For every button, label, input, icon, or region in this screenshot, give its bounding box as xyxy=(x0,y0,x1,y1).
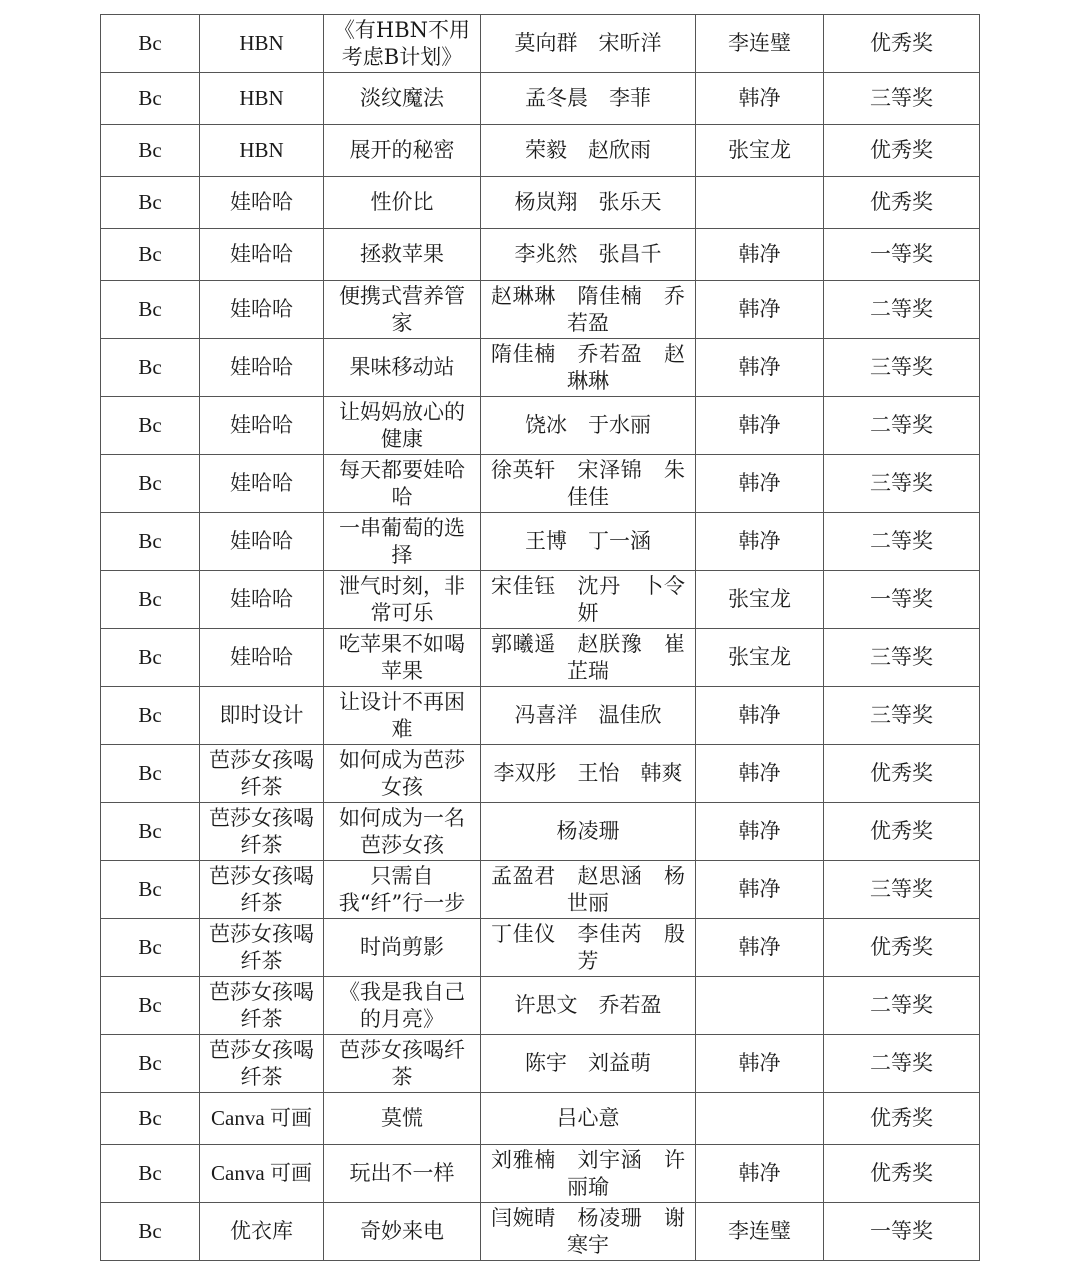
company-cell: 娃哈哈 xyxy=(200,513,324,571)
table-row xyxy=(101,803,980,861)
members-cell: 莫向群 宋昕洋 xyxy=(481,15,696,73)
advisor-cell: 韩净 xyxy=(696,1035,824,1093)
table-row xyxy=(101,1145,980,1203)
work-title-cell: 让设计不再困难 xyxy=(324,687,481,745)
table-row xyxy=(101,125,980,177)
advisor-cell: 韩净 xyxy=(696,281,824,339)
members-cell: 孟盈君 赵思涵 杨世丽 xyxy=(481,861,696,919)
category-cell: Bc xyxy=(101,629,200,687)
members-cell: 郭曦遥 赵朕豫 崔芷瑞 xyxy=(481,629,696,687)
work-title-cell: 奇妙来电 xyxy=(324,1203,481,1261)
company-cell: Canva 可画 xyxy=(200,1093,324,1145)
table-row xyxy=(101,629,980,687)
table-row xyxy=(101,977,980,1035)
work-title-cell: 便携式营养管家 xyxy=(324,281,481,339)
advisor-cell: 韩净 xyxy=(696,861,824,919)
advisor-cell: 韩净 xyxy=(696,919,824,977)
award-table xyxy=(100,14,980,1261)
members-cell: 孟冬晨 李菲 xyxy=(481,73,696,125)
work-title-cell: 如何成为芭莎女孩 xyxy=(324,745,481,803)
work-title-cell: 泄气时刻，非常可乐 xyxy=(324,571,481,629)
work-title-cell: 让妈妈放心的健康 xyxy=(324,397,481,455)
category-cell: Bc xyxy=(101,125,200,177)
members-cell: 冯喜洋 温佳欣 xyxy=(481,687,696,745)
table-row xyxy=(101,1093,980,1145)
company-cell: HBN xyxy=(200,73,324,125)
members-cell: 闫婉晴 杨凌珊 谢寒宇 xyxy=(481,1203,696,1261)
advisor-cell: 韩净 xyxy=(696,339,824,397)
company-cell: 芭莎女孩喝纤茶 xyxy=(200,861,324,919)
company-cell: HBN xyxy=(200,125,324,177)
company-cell: 娃哈哈 xyxy=(200,229,324,281)
company-cell: 娃哈哈 xyxy=(200,571,324,629)
advisor-cell: 张宝龙 xyxy=(696,125,824,177)
table-row xyxy=(101,229,980,281)
award-cell: 三等奖 xyxy=(824,629,980,687)
members-cell: 陈宇 刘益萌 xyxy=(481,1035,696,1093)
company-cell: HBN xyxy=(200,15,324,73)
advisor-cell: 李连璧 xyxy=(696,15,824,73)
table-row xyxy=(101,73,980,125)
category-cell: Bc xyxy=(101,1093,200,1145)
table-row xyxy=(101,861,980,919)
table-row xyxy=(101,397,980,455)
advisor-cell: 韩净 xyxy=(696,229,824,281)
advisor-cell: 韩净 xyxy=(696,745,824,803)
table-row xyxy=(101,745,980,803)
award-cell: 优秀奖 xyxy=(824,177,980,229)
members-cell: 李兆然 张昌千 xyxy=(481,229,696,281)
company-cell: 芭莎女孩喝纤茶 xyxy=(200,745,324,803)
award-cell: 优秀奖 xyxy=(824,125,980,177)
award-cell: 三等奖 xyxy=(824,455,980,513)
members-cell: 赵琳琳 隋佳楠 乔若盈 xyxy=(481,281,696,339)
category-cell: Bc xyxy=(101,397,200,455)
award-cell: 三等奖 xyxy=(824,687,980,745)
table-row xyxy=(101,15,980,73)
members-cell: 刘雅楠 刘宇涵 许丽瑜 xyxy=(481,1145,696,1203)
category-cell: Bc xyxy=(101,977,200,1035)
advisor-cell: 韩净 xyxy=(696,687,824,745)
members-cell: 隋佳楠 乔若盈 赵琳琳 xyxy=(481,339,696,397)
category-cell: Bc xyxy=(101,1145,200,1203)
advisor-cell xyxy=(696,1093,824,1145)
work-title-cell: 如何成为一名芭莎女孩 xyxy=(324,803,481,861)
work-title-cell: 只需自我“纤”行一步 xyxy=(324,861,481,919)
work-title-cell: 《有HBN不用考虑B计划》 xyxy=(324,15,481,73)
company-cell: 即时设计 xyxy=(200,687,324,745)
members-cell: 李双彤 王怡 韩爽 xyxy=(481,745,696,803)
advisor-cell: 张宝龙 xyxy=(696,571,824,629)
advisor-cell: 张宝龙 xyxy=(696,629,824,687)
award-cell: 优秀奖 xyxy=(824,919,980,977)
company-cell: 娃哈哈 xyxy=(200,397,324,455)
category-cell: Bc xyxy=(101,455,200,513)
advisor-cell: 李连璧 xyxy=(696,1203,824,1261)
work-title-cell: 芭莎女孩喝纤茶 xyxy=(324,1035,481,1093)
company-cell: Canva 可画 xyxy=(200,1145,324,1203)
category-cell: Bc xyxy=(101,861,200,919)
table-row xyxy=(101,177,980,229)
members-cell: 王博 丁一涵 xyxy=(481,513,696,571)
award-cell: 一等奖 xyxy=(824,1203,980,1261)
award-cell: 优秀奖 xyxy=(824,15,980,73)
category-cell: Bc xyxy=(101,177,200,229)
members-cell: 荣毅 赵欣雨 xyxy=(481,125,696,177)
advisor-cell: 韩净 xyxy=(696,1145,824,1203)
company-cell: 芭莎女孩喝纤茶 xyxy=(200,977,324,1035)
award-cell: 二等奖 xyxy=(824,397,980,455)
table-row xyxy=(101,455,980,513)
advisor-cell: 韩净 xyxy=(696,803,824,861)
category-cell: Bc xyxy=(101,1035,200,1093)
category-cell: Bc xyxy=(101,1203,200,1261)
work-title-cell: 果味移动站 xyxy=(324,339,481,397)
category-cell: Bc xyxy=(101,745,200,803)
members-cell: 宋佳钰 沈丹 卜令妍 xyxy=(481,571,696,629)
table-row xyxy=(101,919,980,977)
table-row xyxy=(101,281,980,339)
award-cell: 二等奖 xyxy=(824,281,980,339)
company-cell: 芭莎女孩喝纤茶 xyxy=(200,803,324,861)
award-cell: 二等奖 xyxy=(824,977,980,1035)
work-title-cell: 淡纹魔法 xyxy=(324,73,481,125)
company-cell: 芭莎女孩喝纤茶 xyxy=(200,1035,324,1093)
award-cell: 三等奖 xyxy=(824,73,980,125)
award-cell: 一等奖 xyxy=(824,229,980,281)
advisor-cell: 韩净 xyxy=(696,455,824,513)
category-cell: Bc xyxy=(101,803,200,861)
advisor-cell: 韩净 xyxy=(696,73,824,125)
work-title-cell: 吃苹果不如喝苹果 xyxy=(324,629,481,687)
advisor-cell xyxy=(696,177,824,229)
category-cell: Bc xyxy=(101,919,200,977)
category-cell: Bc xyxy=(101,229,200,281)
table-row xyxy=(101,339,980,397)
advisor-cell: 韩净 xyxy=(696,397,824,455)
table-row xyxy=(101,1203,980,1261)
category-cell: Bc xyxy=(101,571,200,629)
table-row xyxy=(101,513,980,571)
advisor-cell: 韩净 xyxy=(696,513,824,571)
award-cell: 二等奖 xyxy=(824,1035,980,1093)
company-cell: 芭莎女孩喝纤茶 xyxy=(200,919,324,977)
work-title-cell: 展开的秘密 xyxy=(324,125,481,177)
work-title-cell: 《我是我自己的月亮》 xyxy=(324,977,481,1035)
category-cell: Bc xyxy=(101,687,200,745)
members-cell: 杨凌珊 xyxy=(481,803,696,861)
work-title-cell: 莫慌 xyxy=(324,1093,481,1145)
category-cell: Bc xyxy=(101,15,200,73)
award-cell: 优秀奖 xyxy=(824,803,980,861)
award-cell: 三等奖 xyxy=(824,339,980,397)
company-cell: 娃哈哈 xyxy=(200,177,324,229)
category-cell: Bc xyxy=(101,281,200,339)
table-row xyxy=(101,571,980,629)
award-cell: 优秀奖 xyxy=(824,745,980,803)
work-title-cell: 性价比 xyxy=(324,177,481,229)
award-cell: 二等奖 xyxy=(824,513,980,571)
award-cell: 一等奖 xyxy=(824,571,980,629)
table-row xyxy=(101,1035,980,1093)
category-cell: Bc xyxy=(101,339,200,397)
work-title-cell: 每天都要娃哈哈 xyxy=(324,455,481,513)
award-table-body xyxy=(101,15,980,1261)
company-cell: 娃哈哈 xyxy=(200,281,324,339)
members-cell: 许思文 乔若盈 xyxy=(481,977,696,1035)
company-cell: 娃哈哈 xyxy=(200,629,324,687)
members-cell: 杨岚翔 张乐天 xyxy=(481,177,696,229)
category-cell: Bc xyxy=(101,513,200,571)
company-cell: 娃哈哈 xyxy=(200,339,324,397)
company-cell: 优衣库 xyxy=(200,1203,324,1261)
work-title-cell: 玩出不一样 xyxy=(324,1145,481,1203)
award-cell: 优秀奖 xyxy=(824,1093,980,1145)
members-cell: 徐英轩 宋泽锦 朱佳佳 xyxy=(481,455,696,513)
work-title-cell: 时尚剪影 xyxy=(324,919,481,977)
members-cell: 丁佳仪 李佳芮 殷芳 xyxy=(481,919,696,977)
members-cell: 吕心意 xyxy=(481,1093,696,1145)
advisor-cell xyxy=(696,977,824,1035)
award-cell: 三等奖 xyxy=(824,861,980,919)
work-title-cell: 一串葡萄的选择 xyxy=(324,513,481,571)
table-row xyxy=(101,687,980,745)
members-cell: 饶冰 于水丽 xyxy=(481,397,696,455)
award-cell: 优秀奖 xyxy=(824,1145,980,1203)
category-cell: Bc xyxy=(101,73,200,125)
work-title-cell: 拯救苹果 xyxy=(324,229,481,281)
company-cell: 娃哈哈 xyxy=(200,455,324,513)
